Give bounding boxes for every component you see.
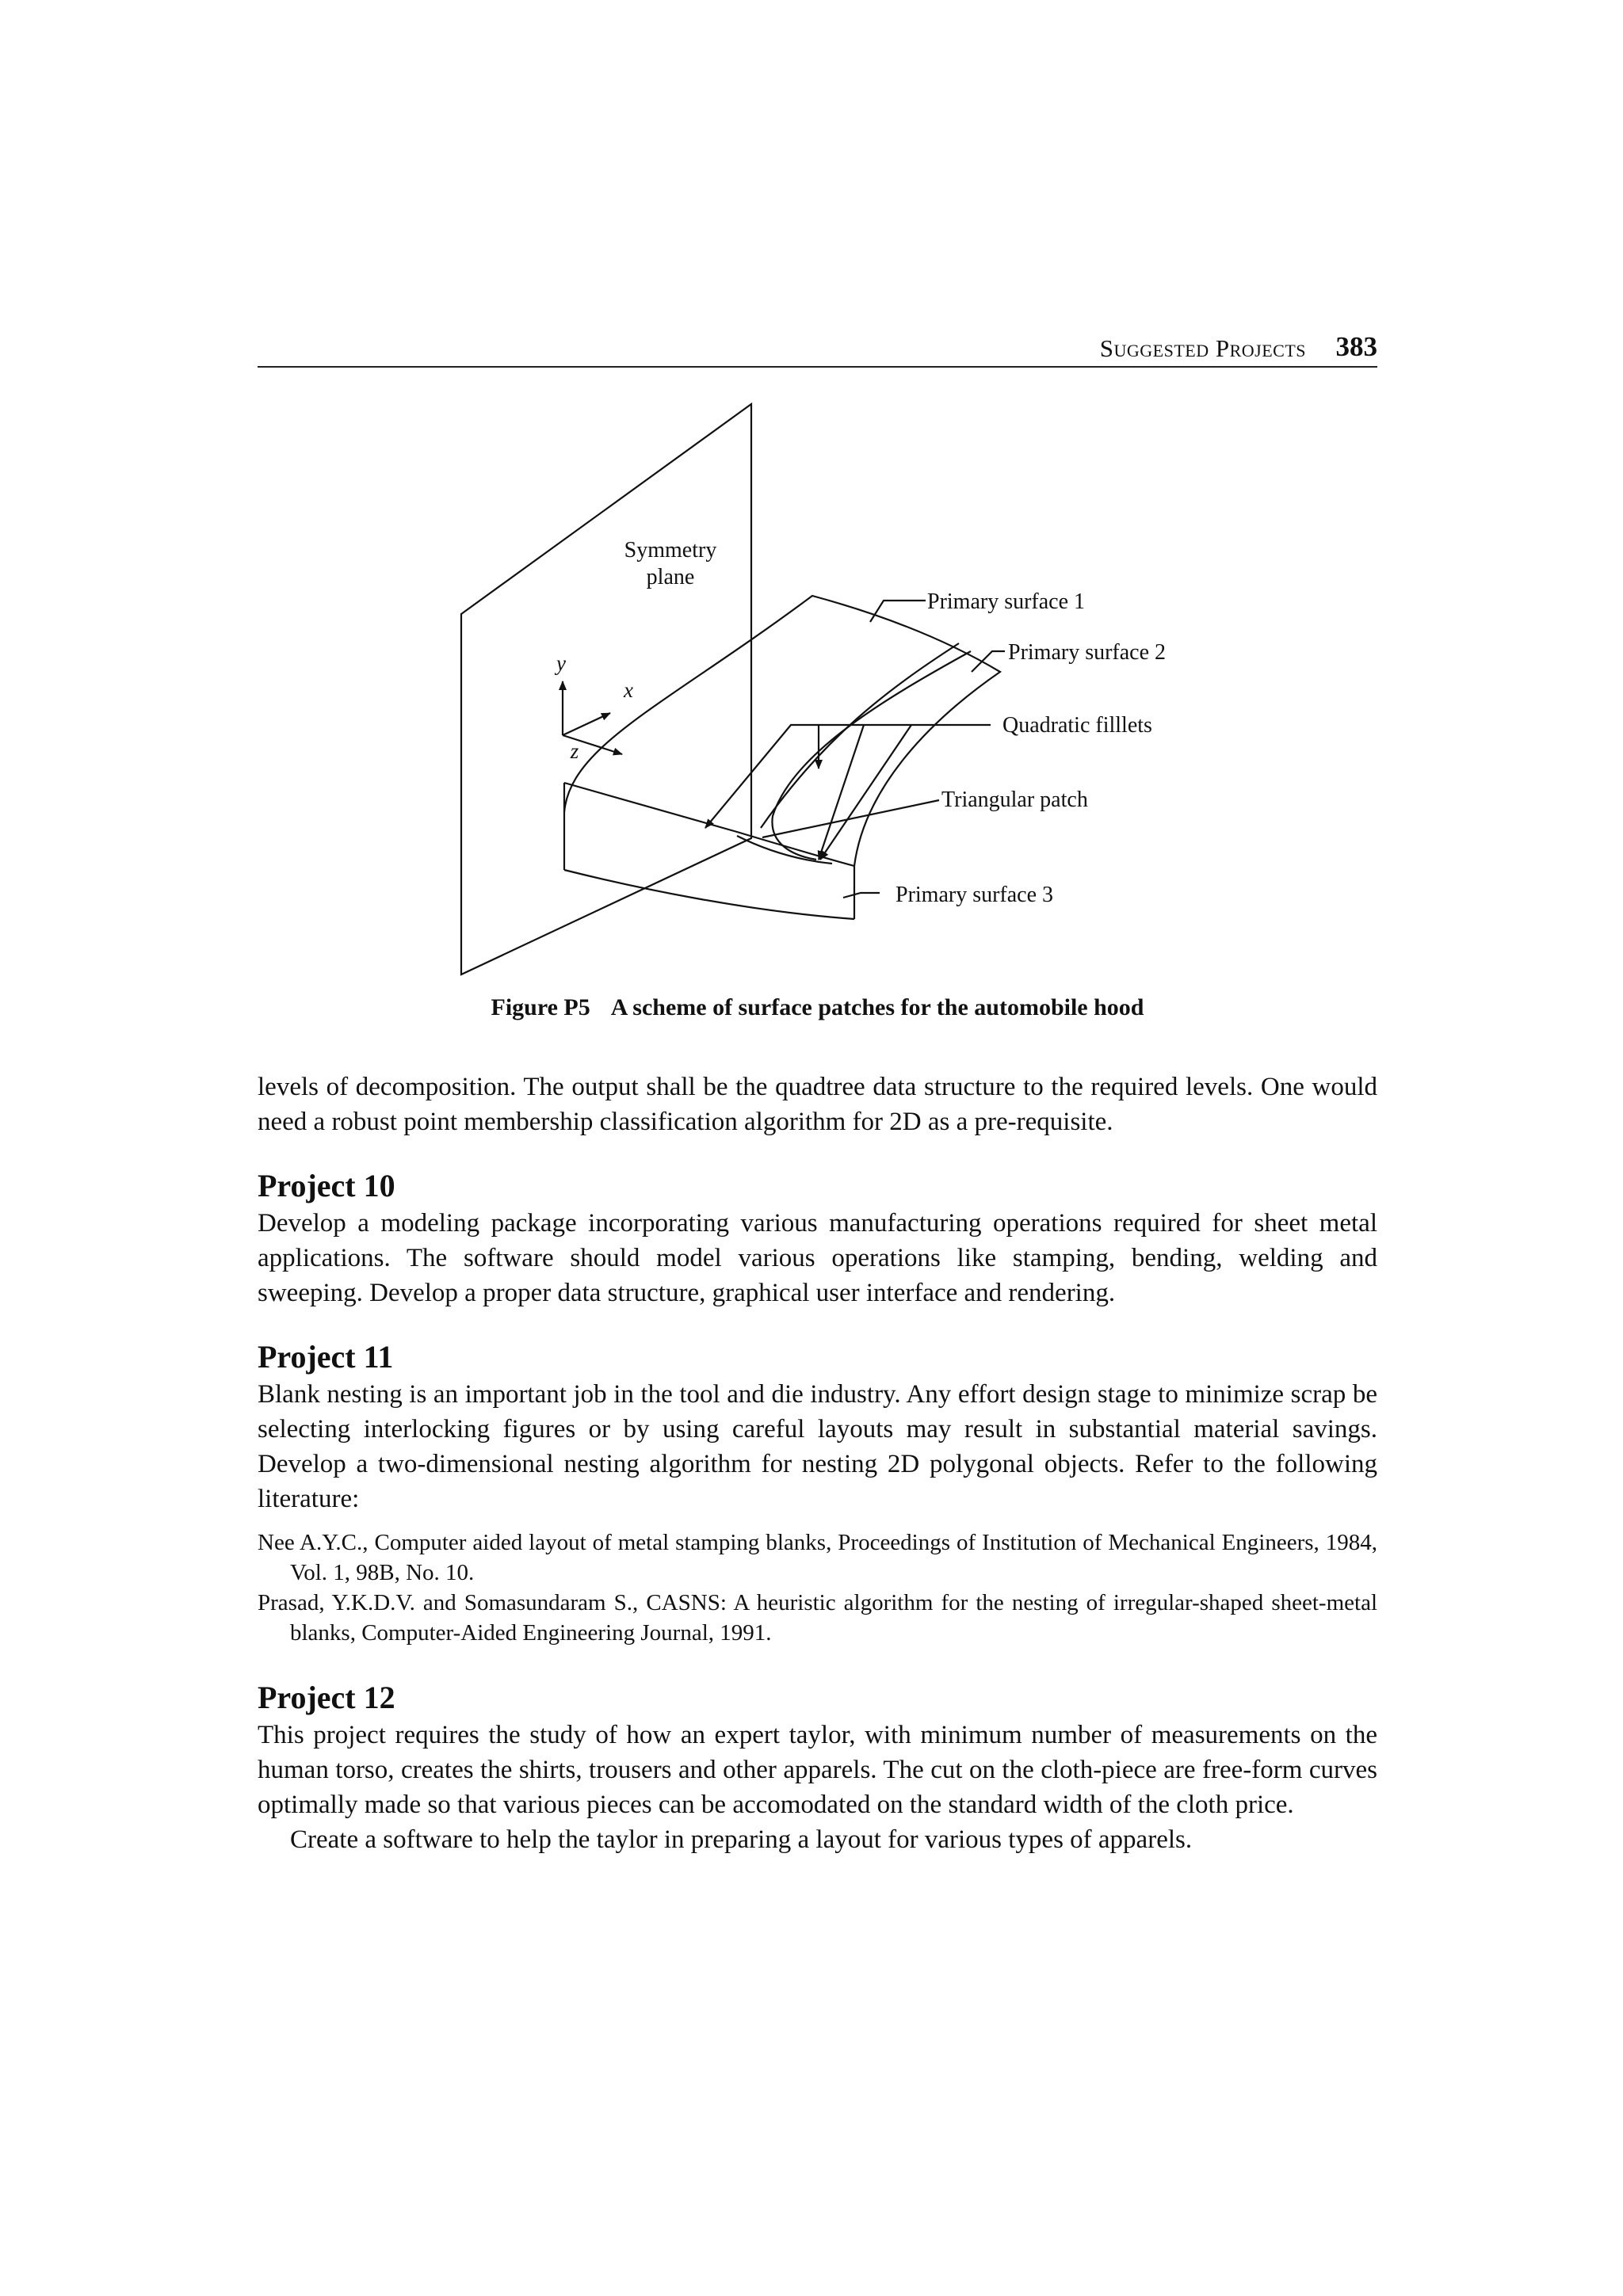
project-11-section <box>258 1337 1377 1648</box>
primary-surface-1-leader <box>870 601 926 622</box>
quadratic-fillets-label: Quadratic filllets <box>1002 713 1152 738</box>
project-11-paragraph: Blank nesting is an important job in the tool and die industry. Any effort design stage to minimize scrap be selecting interlocking figures or by using careful layouts may result in substantial material savings. Develop a two-dimensional nesting algorithm for nesting 2D polygonal objects. Refer to the following literature: <box>258 1380 1377 1513</box>
x-axis <box>563 713 610 735</box>
figure-caption-number: Figure P5 <box>491 994 590 1020</box>
hood-top-outline <box>564 596 1000 866</box>
intro-section <box>258 1070 1377 1139</box>
triangular-patch-curve <box>737 836 832 864</box>
figure-caption <box>258 994 1377 1021</box>
primary-surface-2-leader <box>972 651 1005 672</box>
primary-surface-3-leader <box>843 893 880 898</box>
project-11-heading: Project 11 <box>258 1339 394 1375</box>
triangular-patch-label: Triangular patch <box>941 788 1088 812</box>
project-12-paragraph-1: This project requires the study of how an expert taylor, with minimum number of measurements on the human torso, creates the shirts, trousers and other apparels. The cut on the cloth-piece are free-form curves optimally made so that various pieces can be accomodated on the standard width of the cloth price. <box>258 1721 1377 1819</box>
axis-y-label: y <box>556 651 566 675</box>
running-head: Suggested Projects <box>1099 334 1306 362</box>
project-10-paragraph: Develop a modeling package incorporating various manufacturing operations required for sheet metal applications. The software should model various operations like stamping, bending, welding and sweeping. Develop a proper data structure, graphical user interface and rendering. <box>258 1209 1377 1307</box>
symmetry-plane-label-2: plane <box>646 565 695 589</box>
quadratic-fillets-leader <box>705 725 991 828</box>
project-12-section <box>258 1678 1377 1857</box>
primary-surface-1-label: Primary surface 1 <box>927 589 1086 614</box>
symmetry-plane-shape <box>461 404 751 974</box>
reference-item: Prasad, Y.K.D.V. and Somasundaram S., CASNS: A heuristic algorithm for the nesting of irregular-shaped sheet-metal blanks, Computer-Aided Engineering Journal, 1991. <box>258 1590 1377 1646</box>
primary-surface-3-label: Primary surface 3 <box>896 883 1054 907</box>
figure-caption-text: A scheme of surface patches for the automobile hood <box>610 994 1144 1020</box>
axis-x-label: x <box>624 678 633 702</box>
project-10-heading: Project 10 <box>258 1168 395 1203</box>
triangular-patch-leader <box>762 800 939 837</box>
intro-paragraph: levels of decomposition. The output shall be the quadtree data structure to the required levels. One would need a robust point membership classification algorithm for 2D as a pre-requisite. <box>258 1073 1377 1136</box>
quadratic-fillets-arrow-4 <box>820 725 911 860</box>
axis-z-label: z <box>570 739 579 763</box>
reference-item: Nee A.Y.C., Computer aided layout of metal stamping blanks, Proceedings of Institution of Mechanical Engineers, 1984, Vol. 1, 98B, No. 10. <box>258 1530 1377 1585</box>
primary-surface-2-label: Primary surface 2 <box>1008 640 1167 665</box>
symmetry-plane-label-1: Symmetry <box>624 538 717 563</box>
project-12-paragraph-2: Create a software to help the taylor in preparing a layout for various types of apparels. <box>290 1825 1193 1854</box>
project-12-heading: Project 12 <box>258 1680 395 1715</box>
project-10-section <box>258 1166 1377 1310</box>
hood-side-bottom <box>564 870 854 919</box>
figure-p5-diagram <box>0 0 1623 990</box>
page-number: 383 <box>1335 331 1377 362</box>
